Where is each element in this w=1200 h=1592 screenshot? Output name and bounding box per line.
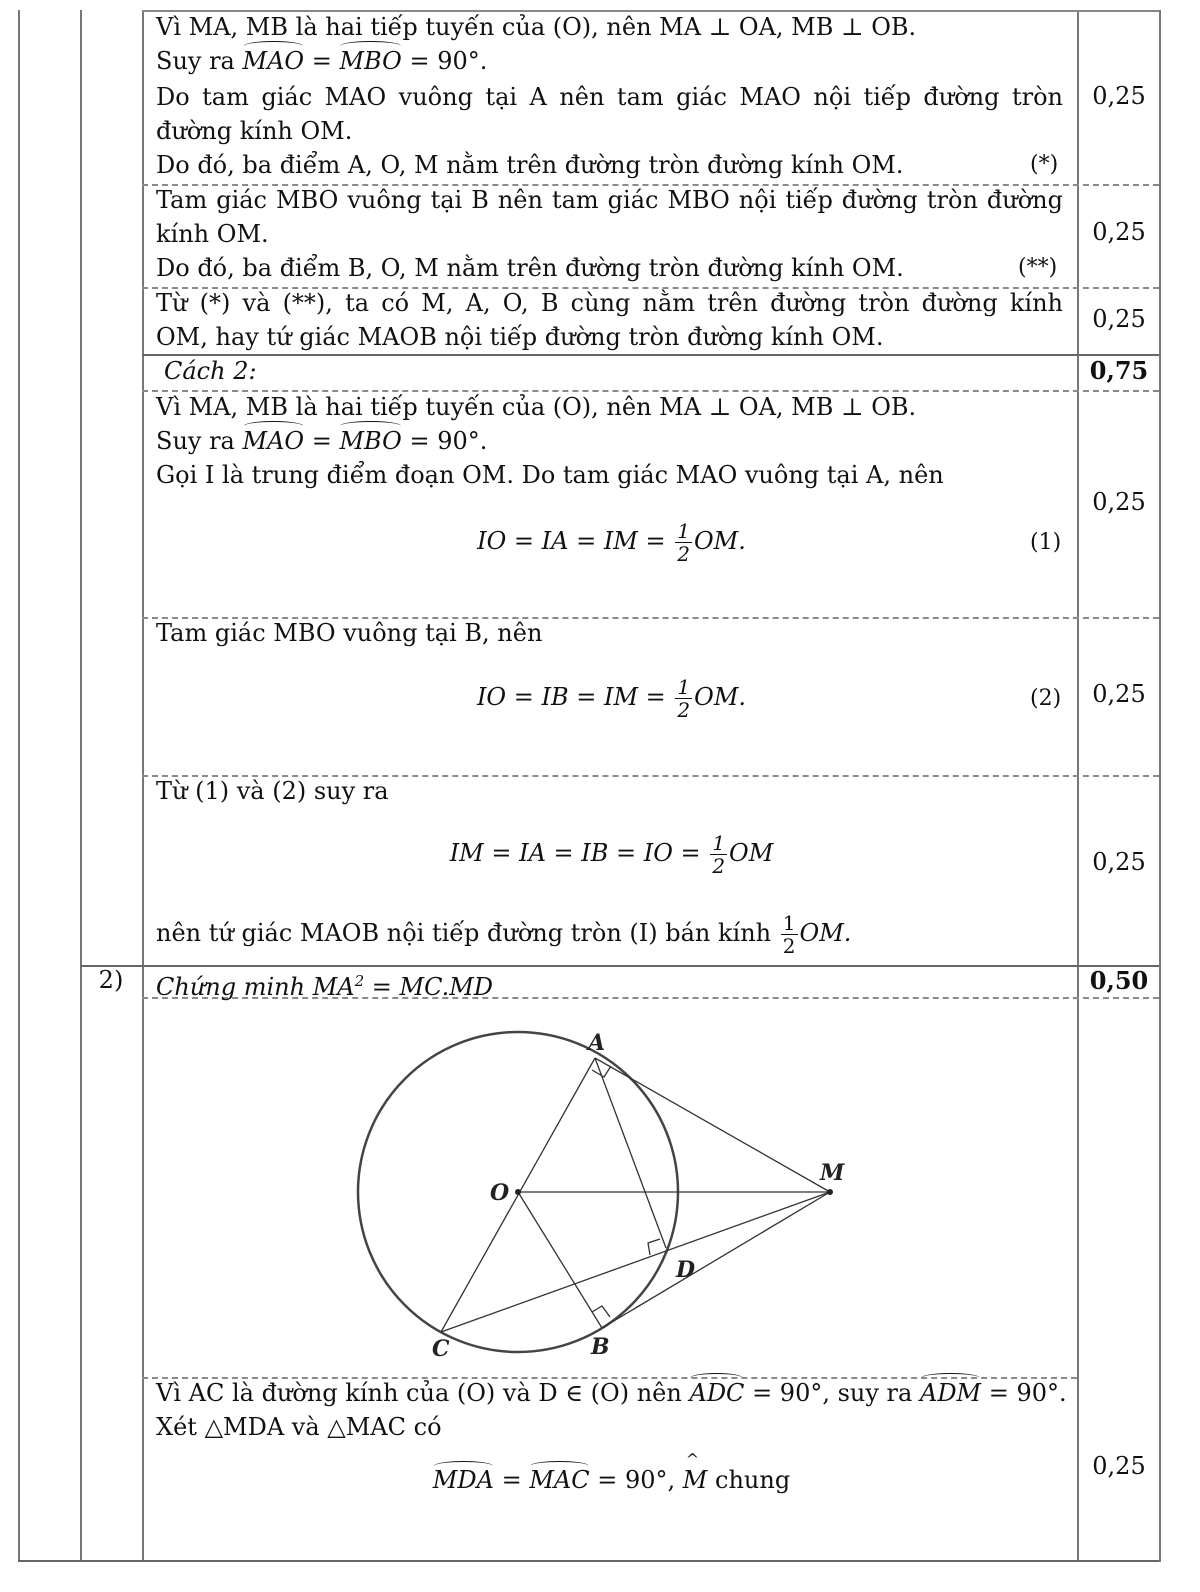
label-b: B	[591, 1334, 610, 1360]
fraction-half: $\frac{1}{2}$	[782, 911, 796, 958]
angle-adc: ADC	[689, 1379, 745, 1407]
part2-label: 2)	[98, 966, 124, 994]
table-border-left	[18, 10, 20, 1562]
angle-mda: MDA	[432, 1466, 494, 1494]
fraction-half: $\frac{1}{2}$	[712, 831, 726, 878]
equation-2-number: (2)	[1030, 686, 1062, 711]
block1-line3: Do tam giác MAO vuông tại A nên tam giác MAO nội tiếp đường tròn	[156, 83, 1063, 111]
figure-lines	[441, 1058, 830, 1332]
figure-labels	[432, 1030, 845, 1362]
segment-ac	[441, 1058, 595, 1332]
block6-score: 0,25	[1092, 848, 1146, 876]
equation-3: IM = IA = IB = IO = $\frac{1}{2}$ OM	[449, 831, 774, 878]
label-a: A	[588, 1030, 606, 1056]
block1-mark: (*)	[1030, 152, 1059, 177]
segment-ob	[518, 1192, 602, 1328]
label-d: D	[676, 1257, 696, 1283]
table-bottom-border	[18, 1560, 1159, 1562]
block4-line3: Gọi I là trung điểm đoạn OM. Do tam giác MAO vuông tại A, nên	[156, 461, 944, 489]
block3-line2: OM, hay tứ giác MAOB nội tiếp đường tròn đường kính OM.	[156, 323, 884, 351]
circle-o	[358, 1032, 678, 1352]
row-divider-solid	[142, 354, 1159, 356]
table-col-divider-1	[80, 10, 82, 1562]
block4-score: 0,25	[1092, 488, 1146, 516]
block6-line2: nên tứ giác MAOB nội tiếp đường tròn (I) bán kính $\frac{1}{2}$ OM.	[156, 911, 852, 958]
angle-adm: ADM	[919, 1379, 982, 1407]
point-o	[515, 1189, 521, 1195]
block4-line2: Suy ra MAO = MBO = 90°.	[156, 427, 488, 455]
equation-1-number: (1)	[1030, 530, 1062, 555]
segment-am	[595, 1058, 830, 1192]
angle-m-hat: ^ M	[683, 1466, 708, 1494]
fraction-half: $\frac{1}{2}$	[677, 675, 691, 722]
angle-mbo: MBO	[339, 427, 402, 455]
equation-angles: MDA = MAC = 90°, ^ M chung	[144, 1466, 1079, 1494]
label-m: M	[820, 1160, 845, 1186]
angle-mao: MAO	[242, 47, 305, 75]
block7-line2: Xét △MDA và △MAC có	[156, 1413, 442, 1441]
equation-1: IO = IA = IM = $\frac{1}{2}$ OM.	[477, 519, 746, 566]
block1-line2: Suy ra MAO = MBO = 90°.	[156, 47, 488, 75]
block5-score: 0,25	[1092, 680, 1146, 708]
block6-line1: Từ (1) và (2) suy ra	[156, 777, 389, 805]
part2-score: 0,50	[1089, 966, 1149, 995]
right-angle-d	[648, 1239, 660, 1255]
block1-line5: Do đó, ba điểm A, O, M nằm trên đường tròn đường kính OM.	[156, 151, 904, 179]
block2-score: 0,25	[1092, 218, 1146, 246]
cach2-score: 0,75	[1089, 356, 1149, 385]
block2-mark: (**)	[1018, 255, 1058, 280]
segment-ad	[595, 1058, 666, 1248]
block4-line1: Vì MA, MB là hai tiếp tuyến của (O), nên MA ⊥ OA, MB ⊥ OB.	[156, 393, 917, 421]
block2-line2: kính OM.	[156, 220, 269, 248]
point-m	[827, 1189, 833, 1195]
equation-2: IO = IB = IM = $\frac{1}{2}$ OM.	[476, 675, 747, 722]
angle-mbo: MBO	[339, 47, 402, 75]
right-angle-b	[592, 1306, 610, 1317]
part2-title: Chứng minh $MA^2 = MC.MD$	[156, 972, 494, 1001]
label-o: O	[490, 1180, 510, 1206]
fraction-half: $\frac{1}{2}$	[677, 519, 690, 566]
figure-points	[515, 1189, 833, 1195]
block7-score: 0,25	[1092, 1452, 1146, 1480]
block3-line1: Từ (*) và (**), ta có M, A, O, B cùng nằm trên đường tròn đường kính	[156, 289, 1063, 317]
angle-mao: MAO	[242, 427, 305, 455]
block5-line1: Tam giác MBO vuông tại B, nên	[156, 619, 543, 647]
block1-score: 0,25	[1092, 82, 1146, 110]
block1-line4: đường kính OM.	[156, 117, 353, 145]
segment-bm	[602, 1192, 830, 1328]
block2-line3: Do đó, ba điểm B, O, M nằm trên đường tròn đường kính OM.	[156, 254, 904, 282]
block2-line1: Tam giác MBO vuông tại B nên tam giác MBO nội tiếp đường tròn đường	[156, 186, 1063, 214]
segment-cm	[441, 1192, 830, 1332]
label-c: C	[432, 1336, 450, 1362]
right-angle-a	[592, 1066, 611, 1077]
block1-line1: Vì MA, MB là hai tiếp tuyến của (O), nên MA ⊥ OA, MB ⊥ OB.	[156, 13, 917, 41]
block3-score: 0,25	[1092, 305, 1146, 333]
cach2-label: Cách 2:	[164, 357, 257, 385]
block7-line1: Vì AC là đường kính của (O) và D ∈ (O) nên ADC = 90°, suy ra ADM = 90°.	[156, 1379, 1067, 1407]
angle-mac: MAC	[529, 1466, 590, 1494]
table-col-divider-2	[142, 10, 144, 1562]
